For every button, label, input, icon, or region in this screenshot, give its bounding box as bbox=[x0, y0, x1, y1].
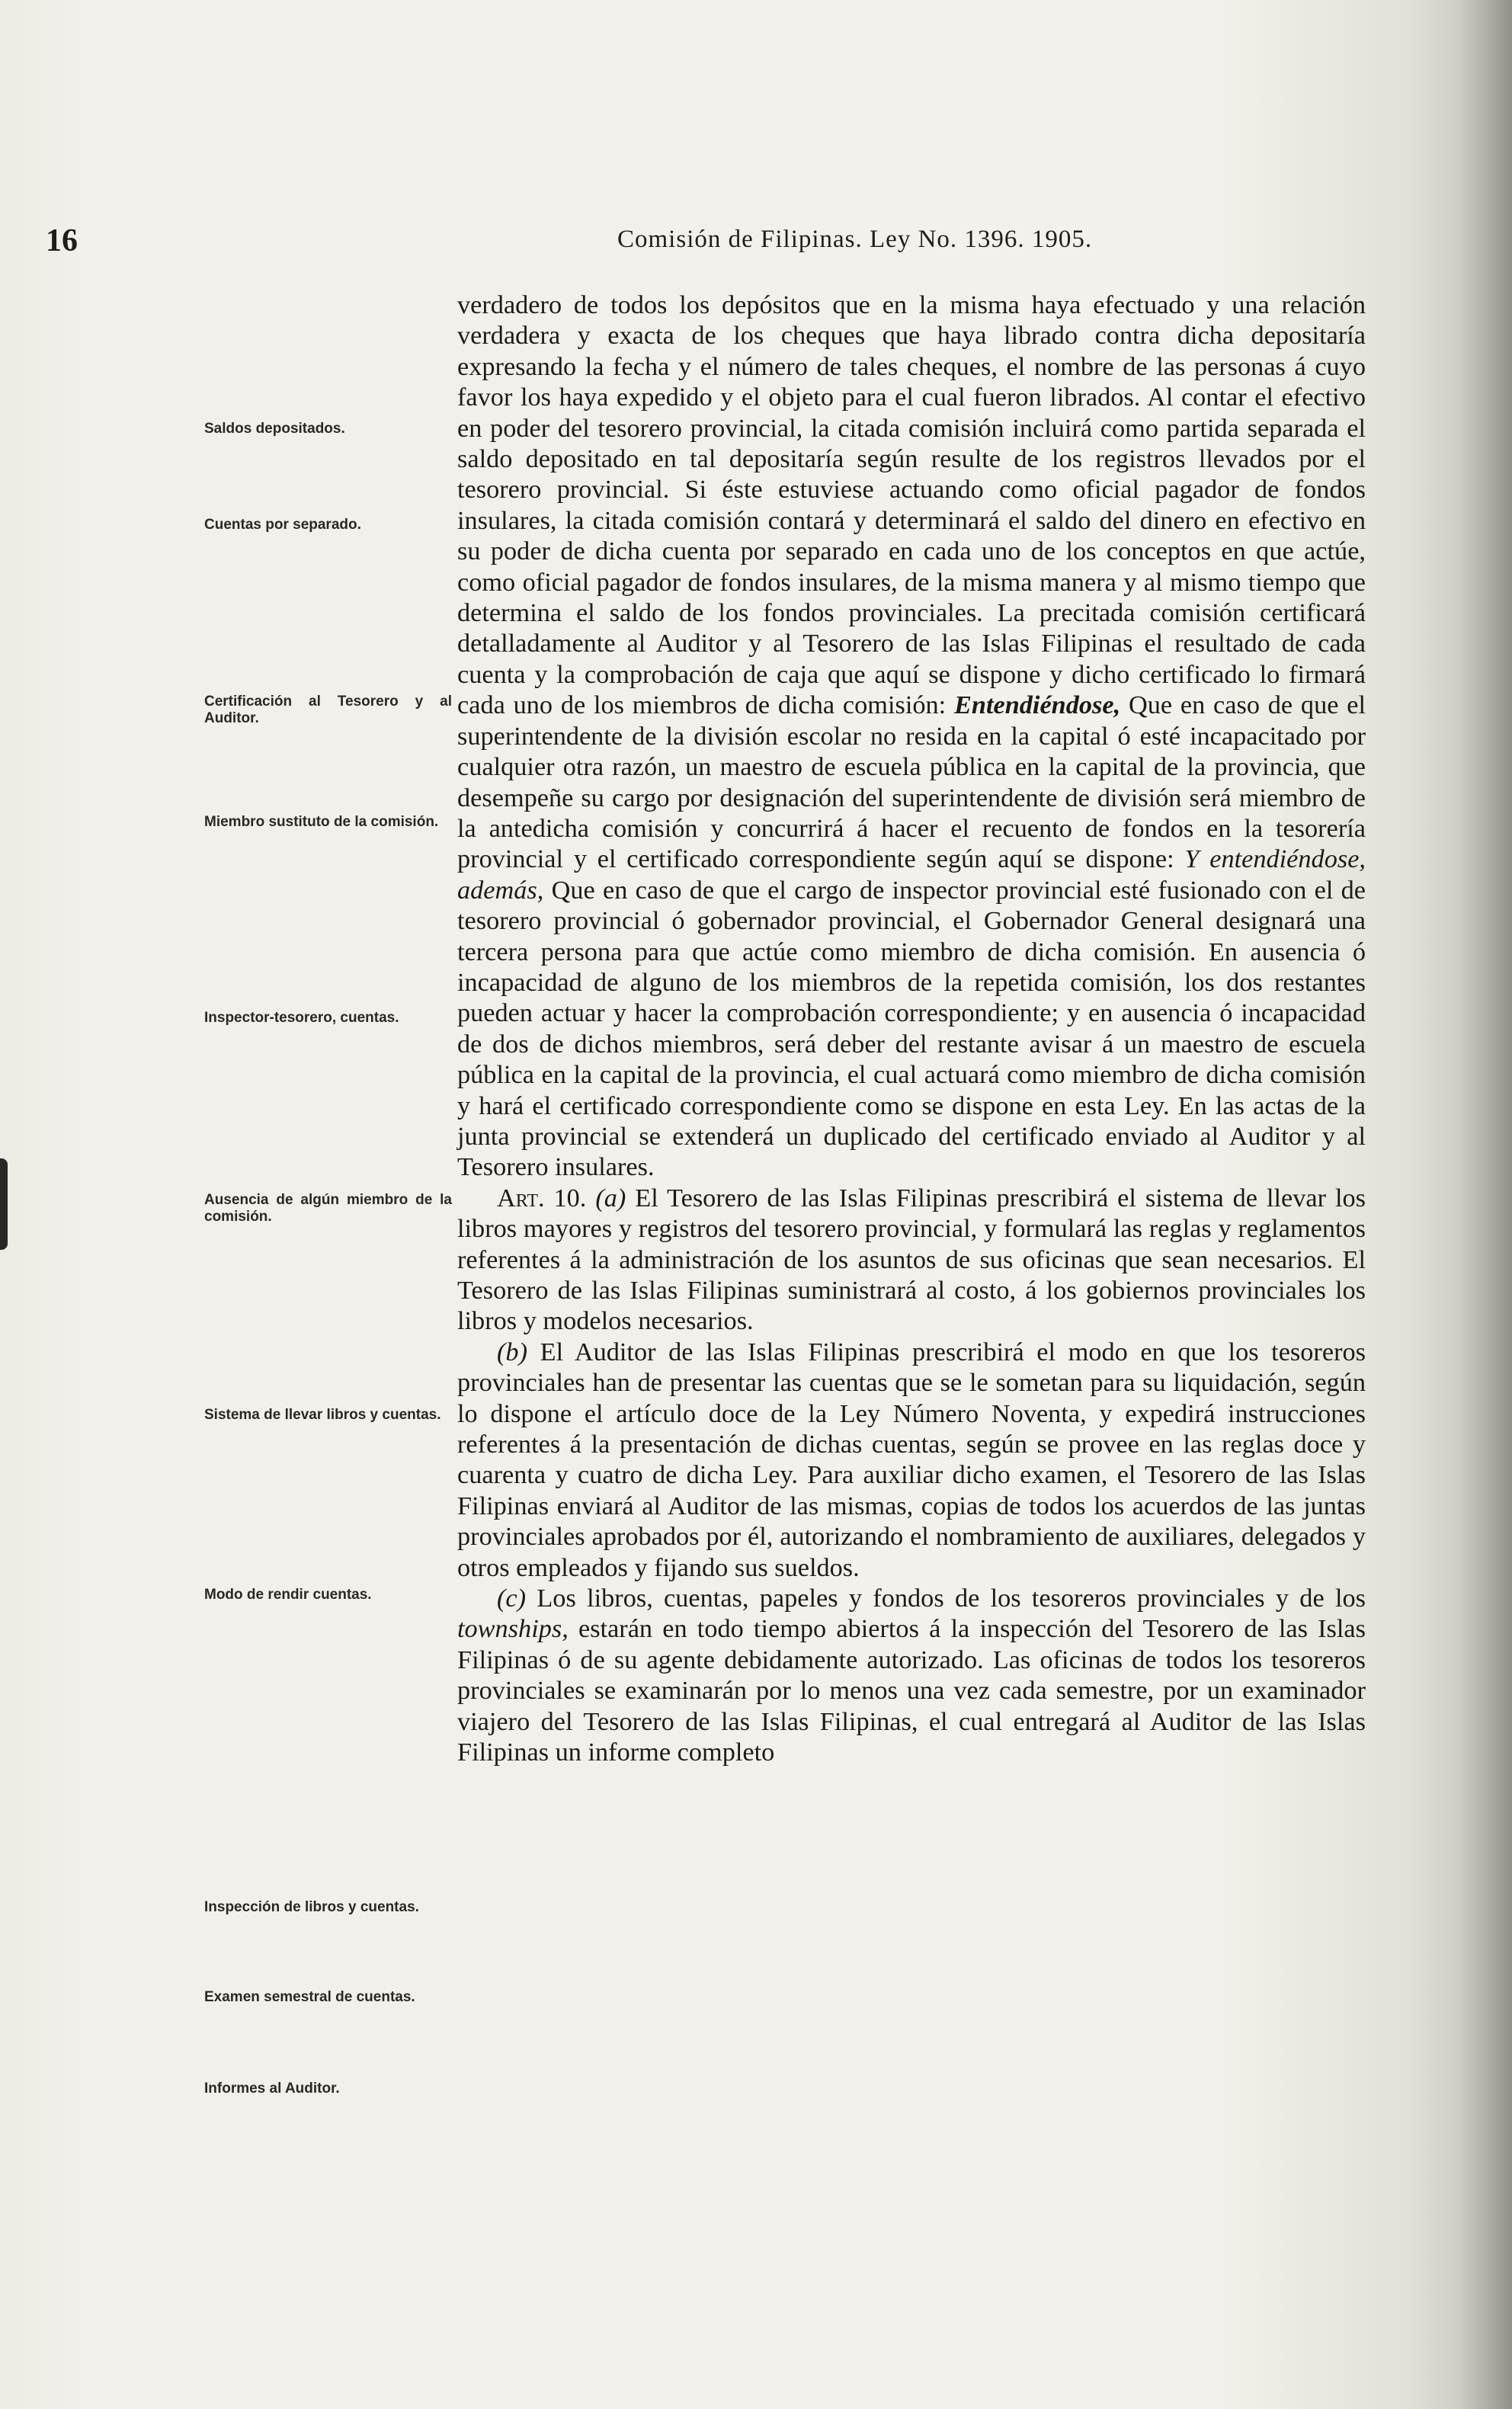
article-label: Art. 10. bbox=[497, 1183, 587, 1213]
margin-note-certificacion: Certificación al Tesorero y al Auditor. bbox=[204, 694, 452, 726]
paragraph-clause-b bbox=[457, 1337, 1366, 1583]
paragraph-clause-c bbox=[457, 1583, 1366, 1767]
margin-note-sistema-libros: Sistema de llevar libros y cuentas. bbox=[204, 1407, 441, 1423]
clause-c-text-end: estarán en todo tiempo abiertos á la inspección del Tesorero de las Islas Filipinas ó de su agente debidamente autorizado. Las oficinas de todos los tesoreros provinciales se examinarán por lo menos una vez cada semestre, por un examinador viajero del Tesorero de las Islas Filipinas, el cual entregará al Auditor de las Islas Filipinas un informe completo bbox=[457, 1614, 1366, 1767]
paragraph-1-cont: Que en caso de que el superintendente de la división escolar no resida en la capital ó esté incapacitado por cualquier otra razón, un maestro de escuela pública en la capital de la provincia, que desempeñe su cargo por designación del superintendente de división será miembro de la antedicha comisión y concurrirá á hacer el recuento de fondos en la tesorería provincial y el certificado correspondiente según aquí se dispone: bbox=[457, 690, 1366, 874]
clause-c-italic: townships, bbox=[457, 1614, 569, 1644]
page-edge-shadow bbox=[1459, 0, 1512, 2409]
clause-b-label: (b) bbox=[497, 1337, 527, 1366]
page-number: 16 bbox=[46, 223, 78, 258]
margin-note-inspeccion: Inspección de libros y cuentas. bbox=[204, 1899, 419, 1915]
clause-c-label: (c) bbox=[497, 1584, 527, 1613]
margin-note-modo-rendir: Modo de rendir cuentas. bbox=[204, 1587, 372, 1603]
paragraph-1-end: Que en caso de que el cargo de inspector provincial esté fusionado con el de tesorero provincial ó gobernador provincial, el Gobernador General designará una tercera persona para que actúe como miembro de dicha comisión. En ausencia ó incapacidad de alguno de los miembros de la repetida comisión, los dos restantes pueden actuar y hacer la comprobación correspondiente; y en ausencia ó incapacidad de dos de dichos miembros, será deber del restante avisar á un maestro de escuela pública en la capital de la provincia, el cual actuará como miembro de dicha comisión y hará el certificado correspondiente como se dispone en esta Ley. En las actas de la junta provincial se extenderá un duplicado del certificado enviado al Auditor y al Tesorero insulares. bbox=[457, 875, 1366, 1182]
margin-note-cuentas-separado: Cuentas por separado. bbox=[204, 517, 361, 533]
clause-a-label: (a) bbox=[595, 1183, 626, 1213]
margin-note-miembro-sustituto: Miembro sustituto de la comisión. bbox=[204, 814, 439, 830]
clause-a-text: El Tesorero de las Islas Filipinas prescribirá el sistema de llevar los libros mayores y registros del tesorero provincial, y formulará las reglas y reglamentos referentes á la administración de los asuntos de sus oficinas que sean necesarios. El Tesorero de las Islas Filipinas suministrará al costo, á los gobiernos provinciales los libros y modelos necesarios. bbox=[457, 1183, 1366, 1336]
paragraph-1-text: verdadero de todos los depósitos que en la misma haya efectuado y una relación verdadera y exacta de los cheques que haya librado contra dicha depositaría expresando la fecha y el número de tales cheques, el nombre de las personas á cuyo favor los haya expedido y el objeto para el cual fueron librados. Al contar el efectivo en poder del tesorero provincial, la citada comisión incluirá como partida separada el saldo depositado en tal depositaría según resulte de los registros llevados por el tesorero provincial. Si éste estuviese actuando como oficial pagador de fondos insulares, la citada comisión contará y determinará el saldo del dinero en efectivo en su poder de dicha cuenta por separado en cada uno de los conceptos en que actúe, como oficial pagador de fondos insulares, de la misma manera y al mismo tiempo que determina el saldo de los fondos provinciales. La precitada comisión certificará detalladamente al Auditor y al Tesorero de las Islas Filipinas el resultado de cada cuenta y la comprobación de caja que aquí se dispone y dicho certificado lo firmará cada uno de los miembros de dicha comisión: bbox=[457, 290, 1366, 720]
paragraph-art-10 bbox=[457, 1183, 1366, 1337]
clause-b-text: El Auditor de las Islas Filipinas prescribirá el modo en que los tesoreros provinciales han de presentar las cuentas que se le sometan para su liquidación, según lo dispone el artículo doce de la Ley Número Noventa, y expedirá instrucciones referentes á la presentación de dichas cuentas, según se provee en las reglas doce y cuarenta y cuatro de dicha Ley. Para auxiliar dicho examen, el Tesorero de las Islas Filipinas enviará al Auditor de las mismas, copias de todos los acuerdos de las juntas provinciales aprobados por él, autorizando el nombramiento de auxiliares, delegados y otros empleados y fijando sus sueldos. bbox=[457, 1337, 1366, 1582]
running-head: Comisión de Filipinas. Ley No. 1396. 1905. bbox=[617, 226, 1093, 253]
margin-note-saldos: Saldos depositados. bbox=[204, 421, 345, 437]
body-text bbox=[457, 290, 1366, 2126]
margin-note-ausencia: Ausencia de algún miembro de la comisión. bbox=[204, 1192, 452, 1225]
paragraph-1-italic: Entendiéndose, bbox=[954, 690, 1121, 720]
paragraph-1 bbox=[457, 290, 1366, 1183]
binding-mark bbox=[0, 1158, 8, 1250]
margin-notes bbox=[204, 259, 456, 2393]
margin-note-examen-semestral: Examen semestral de cuentas. bbox=[204, 1989, 415, 2005]
margin-note-informes: Informes al Auditor. bbox=[204, 2081, 340, 2097]
clause-c-text: Los libros, cuentas, papeles y fondos de los tesoreros provinciales y de los bbox=[537, 1584, 1366, 1613]
paragraph-1-italic-2: Y entendiéndose, además, bbox=[457, 844, 1366, 905]
margin-note-inspector-tesorero: Inspector-tesorero, cuentas. bbox=[204, 1010, 399, 1026]
